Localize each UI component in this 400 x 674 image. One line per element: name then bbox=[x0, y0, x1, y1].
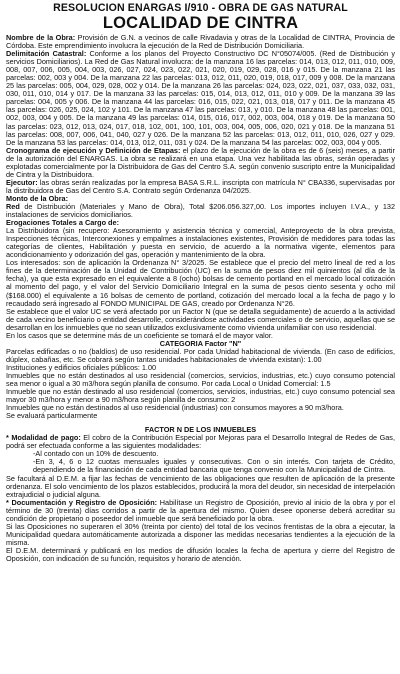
ejecutor-label: Ejecutor: bbox=[6, 177, 38, 187]
categoria-comercial-mayor: Inmueble que no están destinado al uso residencial (comercios, servicios, industrias, etc.) cuyo consumo potencial sea mayor 30 m3/hora y menor a 90 m3/hora según planilla de consumo: 2 bbox=[6, 387, 395, 405]
obra-text: Provisión de G.N. a vecinos de calle Rivadavia y otras de la Localidad de CINTRA, Provincia de Córdoba. Este emprendimiento involucra la ejecución de la Red de Distribución Domiciliaria. bbox=[6, 33, 395, 51]
dem-text: El D.E.M. determinará y publicará en los medios de difusión locales la fecha de apertura y cierre del Registro de Oposición, con indicación de su función, requisitos y horario de atención. bbox=[6, 545, 395, 563]
erogaciones-text: La Distribuidora (sin recupero: Asesoramiento y asistencia técnica y comercial, Anteproyecto de la obra prevista, Inspecciones técnicas, Interconexiones y empalmes a instalaciones existentes, Provisión de medidores para todas las categorías de clientes, Habilitación y puesta en servicio, de acuerdo a la normativa vigente, elementos para acondicionamiento y odorización del gas, operación y mantenimiento de la obra. bbox=[6, 226, 395, 260]
monto-paragraph bbox=[6, 203, 395, 219]
pago-contado: -Al contado con un 10% de descuento. bbox=[33, 449, 159, 459]
pago-label: * Modalidad de pago: bbox=[6, 433, 81, 443]
delimitacion-label: Delimitación Catastral: bbox=[6, 49, 87, 59]
interesados-text: Los interesados: son de aplicación la Ordenanza N° 3/2025. Se establece que el precio del metro lineal de red a los fines de la determinación de la Unidad de Contribución (UC) en la suma de pesos diez mil quinientos (al día de la fecha), ya que esta expresado en el equivalente a 8 (ocho) bolsas de cemento portland en el mercado local cotización al momento del pago, y el valor del Servicio Domiciliario Integral en la suma de pesos ciento sesenta y ocho mil ($168.000) el equivalente a 16 bolsas de cemento de portland, cotización del mercado local a la fecha de pago y lo recaudado será ingresado al FONDO MUNICIPAL DE GAS, creado por Ordenanza N°26. bbox=[6, 258, 395, 308]
documentacion-paragraph bbox=[6, 499, 395, 523]
pago-cuotas: -En 3, 4, 6 o 12 cuotas mensuales iguales y consecutivas. Con o sin interés. Con tarjeta de Crédito, dependiendo de la financiación de cada entidad bancaria que tenga convenio con la Municipalidad de Cintra. bbox=[33, 457, 395, 475]
categoria-title: CATEGORIA Factor "N" bbox=[159, 338, 242, 348]
factor-title: FACTOR N DE LOS INMUEBLES bbox=[144, 425, 257, 435]
documentacion-text: Habilítase un Registro de Oposición, previo al inicio de la obra y por el término de 30 (treinta) días corridos a partir de la apertura del mismo. Quien desee oponerse deberá acreditar su condición de propietario o poseedor del inmueble que será beneficiado por la obra. bbox=[6, 497, 395, 523]
categoria-residencial: Parcelas edificadas o no (baldíos) de uso residencial. Por cada Unidad habitacional de vivienda. (En caso de edificios, dúplex, cabañas, etc. Se cobrará según tantas unidades habitacionales de vivienda existan): 1.00 bbox=[6, 346, 395, 364]
resolution-title: RESOLUCION ENARGAS I/910 - OBRA DE GAS NATURAL bbox=[53, 2, 348, 14]
obra-paragraph bbox=[6, 34, 395, 50]
monto-text: de Distribución (Materiales y Mano de Obra), Total $206.056.327,00. Los importes incluyen I.V.A., y 132 instalaciones de servicios domiciliarios. bbox=[6, 201, 395, 220]
oposiciones-text: Si las Oposiciones no superaren el 30% (treinta por ciento) del total de los vecinos frentistas de la obra a ejecutar, la Municipalidad quedara automáticamente autorizada a disponer las medidas necesarias tendientes a la ejecución de la misma. bbox=[6, 521, 395, 547]
casos-text: En los casos que se determine más de un coeficiente se tomará el de mayor valor. bbox=[6, 330, 273, 340]
ejecutor-text: las obras serán realizadas por la empresa BASA S.R.L. inscripta con matrícula N° CBA336, supervisadas por la distribuidora de Gas del Centro S.A. Contrato según Ordenanza 04/2025. bbox=[6, 177, 395, 195]
erogaciones-label: Erogaciones Totales a Cargo de: bbox=[6, 218, 119, 228]
obra-label: Nombre de la Obra: bbox=[6, 33, 76, 42]
categoria-industrial-note: Se evaluará particularmente bbox=[6, 411, 98, 421]
cronograma-text: el plazo de la ejecución de la obra es de 6 (seis) meses, a partir de la autorización del ENARGAS. La obra se realizará en una etapa. Una vez habilitada las obras, serán operadas y explotadas comercialmente por la Distribuidora de Gas del Centro S.A. según convenio suscripto entre la Municipalidad de Cintra y la Distribuidora. bbox=[6, 145, 395, 179]
categoria-industrial: Inmuebles que no están destinados al uso residencial (industrias) con consumos mayores a 90 m3/hora. bbox=[6, 403, 344, 413]
delimitacion-paragraph bbox=[6, 50, 395, 147]
delimitacion-text: Conforme a los planos del Proyecto Constructivo DC N°05074/005. (Red de Distribución y servicios Domiciliarios). La Red de Gas Natural involucra: de la manzana 16 las parcelas: 014, 013, 012, 011, 010, 009, 008, 007, 006, 005, 004, 003, 026, 027, 024, 023, 022, 021, 020, 019, 029, 028, 016 y 015. De la manzana 21 las parcelas: 002, 003 y 004. De la manzana 22 las parcelas: 013, 012, 011, 020, 019, 018, 017, 009 y 008. De la manzana 25 las parcelas: 005, 004, 029, 028, 002 y 014. De la manzana 26 las parcelas: 024, 023, 022, 021, 037, 033, 032, 031, 030, 011, 010, 014 y 017. De la manzana 33 las parcelas: 015, 014, 013, 012, 011, 010 y 009. De la manzana 39 las parcelas: 004, 005 y 006. De la manzana 44 las parcelas: 016, 015, 022, 021, 013, 018, 017 y 011. De la manzana 45 las parcelas: 026, 025, 024, 102 y 101. De la manzana 47 las parcelas: 013, y 010. De la manzana 48 las parcelas: 001, 002, 003, 004 y 005. De la manzana 49 las parcelas: 014, 015, 016, 017, 002, 003, 004, 018 y 019. De la manzana 50 las parcelas: 023, 012, 013, 024, 017, 018, 102, 001, 100, 101, 003, 004, 005, 006, 020, 021 y 018. De la manzana 51 las parcelas: 008, 007, 006, 041, 040, 027 y 026. De la manzana 52 las parcelas: 013, 012, 011, 010, 026, 027 y 029. De la manzana 53 las parcelas: 014, 013, 012, 011, 031 y 024. De la manzana 54 las parcelas: 002, 003, 004 y 005. bbox=[6, 49, 395, 147]
cronograma-label: Cronograma de ejecución y Definición de Etapas: bbox=[6, 145, 181, 155]
ejecutor-paragraph bbox=[6, 179, 395, 195]
categoria-instituciones: Instituciones y edificios oficiales públicos: 1.00 bbox=[6, 362, 157, 372]
monto-label: Monto de la Obra: bbox=[6, 193, 69, 203]
documentacion-label: * Documentación y Registro de Oposición: bbox=[6, 497, 158, 507]
uc-text: Se establece que el valor UC se verá afectado por un Factor N (que se detalla seguidamente) de acuerdo a la actividad de cada vecino beneficiario o entidad desarrolle, considerándose actividades comerciales o de servicio, aquellas que se desarrollan en los inmuebles que no sean utilizados exclusivamente como vivienda unifamiliar con uso residencial. bbox=[6, 306, 395, 332]
locality-title: LOCALIDAD DE CINTRA bbox=[102, 14, 299, 32]
pago-vencimiento: Se facultará al D.E.M. a fijar las fechas de vencimiento de las obligaciones que resulten de aplicación de la presente ordenanza. El solo vencimiento de los plazos establecidos, producirá la mora del deudor, sin necesidad de interpelación extrajudicial o judicial alguna. bbox=[6, 473, 395, 499]
cronograma-paragraph bbox=[6, 147, 395, 179]
pago-text: El cobro de la Contribución Especial por Mejoras para el Desarrollo Integral de Redes de Gas, podrá ser efectuada conforme a las siguientes modalidades: bbox=[6, 433, 395, 451]
categoria-comercial-menor: Inmuebles que no están destinados al uso residencial (comercios, servicios, industrias, etc.) cuyo consumo potencial sea menor o igual a 30 m3/hora según planilla de consumo. Por cada Local o Unidad Comercial: 1.5 bbox=[6, 370, 395, 389]
pago-paragraph bbox=[6, 434, 395, 450]
monto-red-label: Red bbox=[6, 201, 20, 211]
